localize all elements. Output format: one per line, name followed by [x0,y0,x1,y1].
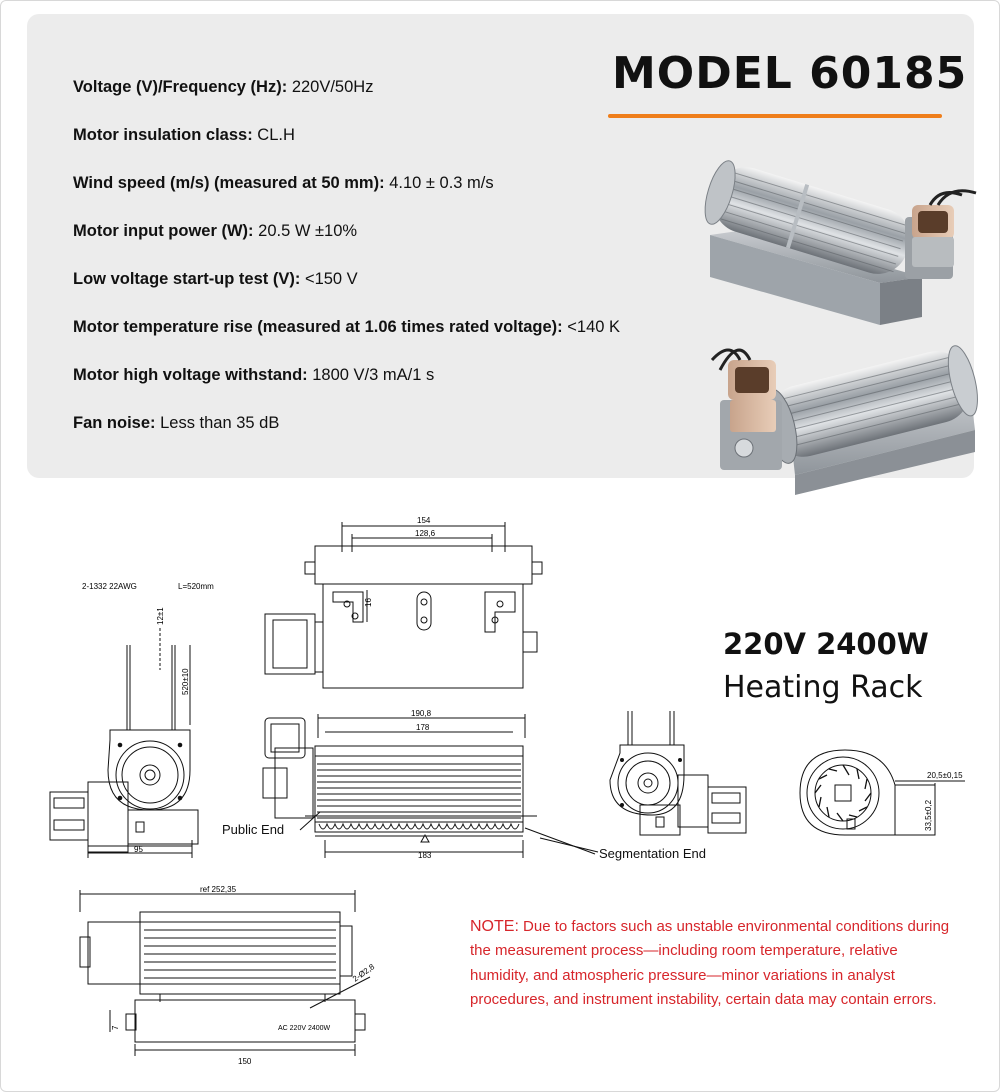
dim-33-5: 33,5±0,2 [924,799,933,831]
spec-start-up: Low voltage start-up test (V): <150 V [73,270,358,288]
spec-wind-speed: Wind speed (m/s) (measured at 50 mm): 4.10 ± 0.3 m/s [73,174,494,192]
dim-12: 12±1 [156,607,165,625]
spec-insulation: Motor insulation class: CL.H [73,126,295,144]
spec-input-power: Motor input power (W): 20.5 W ±10% [73,222,358,240]
dim-128: 128,6 [415,529,436,538]
dim-20-5: 20,5±0,15 [927,771,963,780]
note-head: NOTE: [470,918,519,935]
dim-95: 95 [134,845,143,854]
label-segmentation-end: Segmentation End [599,846,706,861]
segmentation-end-leader [540,836,602,856]
dim-16: 16 [364,598,373,607]
drawing-assembly-view [70,882,390,1072]
model-underline [608,114,942,118]
dim-190: 190,8 [411,709,432,718]
drawing-right-end-view [600,705,750,840]
dim-ac-label: AC 220V 2400W [278,1025,331,1032]
spec-temperature-rise: Motor temperature rise (measured at 1.06 times rated voltage): <140 K [73,318,621,336]
dim-phi: 2-Ø2,8 [350,962,377,984]
drawing-top-view [255,512,555,697]
dim-150: 150 [238,1057,252,1066]
heating-rack-label: Heating Rack [723,670,923,705]
dim-183: 183 [418,851,432,860]
fan-photo-top [700,165,985,325]
measurement-note [470,915,950,1012]
dim-length: L=520mm [178,582,214,591]
drawing-blower-view [795,745,970,845]
dim-154: 154 [417,516,431,525]
dim-520: 520±10 [181,668,190,695]
spec-voltage-withstand: Motor high voltage withstand: 1800 V/3 mA/1 s [73,366,435,384]
public-end-leader [300,810,330,835]
dim-wire: 2-1332 22AWG [82,582,137,591]
spec-voltage: Voltage (V)/Frequency (Hz): 220V/50Hz [73,78,374,96]
dim-7: 7 [111,1025,120,1030]
model-title: MODEL 60185 [612,48,968,99]
spec-fan-noise: Fan noise: Less than 35 dB [73,414,280,432]
dim-ref: ref 252,35 [200,885,237,894]
drawing-front-view [255,708,555,863]
drawing-side-end-view [40,570,214,860]
heating-rack-power: 220V 2400W [723,627,929,661]
note-body: Due to factors such as unstable environmental conditions during the measurement process—including room temperature, relative humidity, and atmospheric pressure—minor variations in analyst procedures, and instrument instability, certain data may contain errors. [470,918,950,1008]
label-public-end: Public End [222,822,285,837]
fan-photo-bottom [700,330,985,495]
dim-178: 178 [416,723,430,732]
